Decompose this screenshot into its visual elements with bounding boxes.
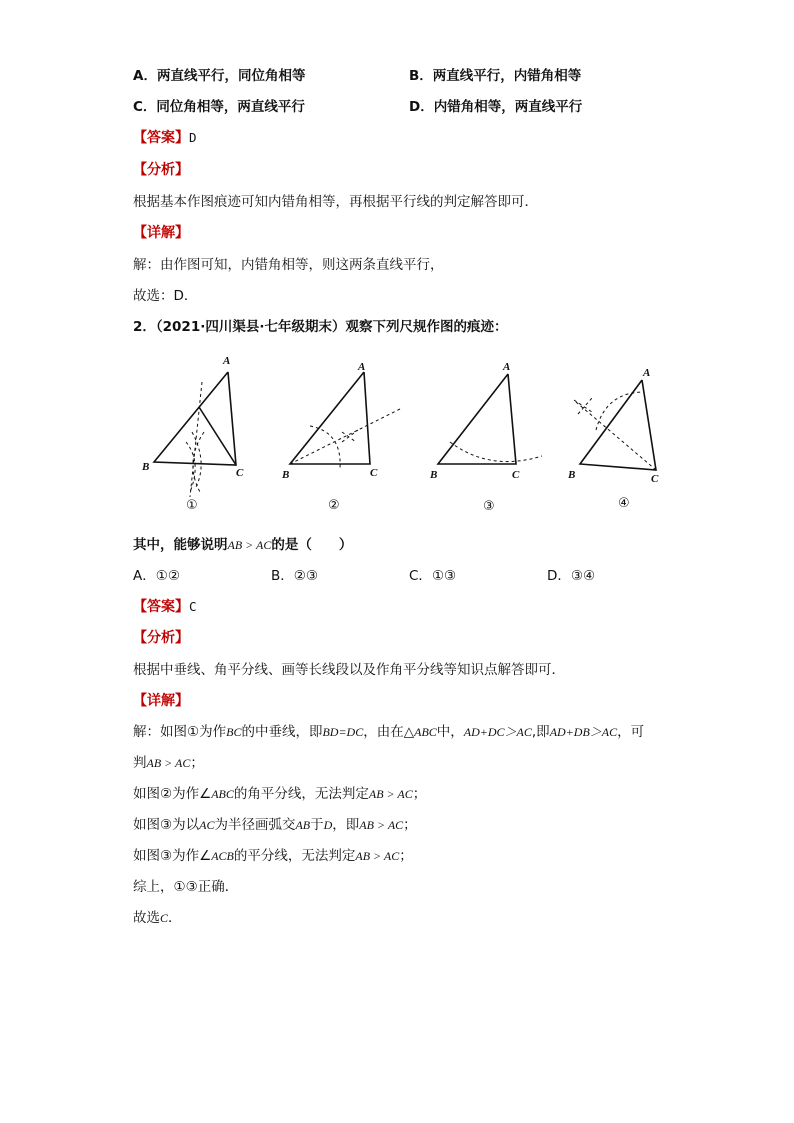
figure-2 bbox=[281, 361, 402, 513]
q1-answer: 【答案】D bbox=[133, 130, 197, 146]
figure-2-arc-cross bbox=[342, 430, 358, 442]
q1-detail-line-1: 解：由作图可知，内错角相等，则这两条直线平行， bbox=[133, 257, 444, 273]
figure-1-label-c: C bbox=[236, 467, 244, 479]
figure-1-label-a: A bbox=[223, 355, 231, 367]
figure-3-label-a: A bbox=[503, 361, 511, 373]
construction-figures bbox=[130, 352, 670, 522]
q2-detail-tag: 【详解】 bbox=[133, 693, 189, 709]
q1-option-d: D．内错角相等，两直线平行 bbox=[409, 99, 583, 115]
figure-4-label-a: A bbox=[643, 367, 651, 379]
q2-answer: 【答案】C bbox=[133, 599, 197, 615]
q2-analysis-tag: 【分析】 bbox=[133, 630, 189, 646]
q2-detail-line-6: 故选C． bbox=[133, 910, 182, 926]
figure-1-arc-3 bbox=[186, 442, 195, 492]
figure-4-number: ④ bbox=[618, 496, 630, 511]
figure-3-label-b: B bbox=[430, 469, 438, 481]
q1-option-b: B．两直线平行，内错角相等 bbox=[409, 68, 582, 84]
figure-1-arc-1 bbox=[192, 432, 201, 487]
q2-question: 其中，能够说明AB > AC的是（ ） bbox=[133, 537, 353, 553]
figure-2-label-c: C bbox=[370, 467, 378, 479]
q1-detail-line-2: 故选：D． bbox=[133, 288, 198, 304]
q2-detail-line-1: 解：如图①为作BC的中垂线，即BD=DC，由在△ABC中，AD+DC＞AC,即AD+DB＞AC，可 bbox=[133, 724, 645, 740]
q2-option-d: D．③④ bbox=[547, 568, 596, 584]
figure-4-label-b: B bbox=[568, 469, 576, 481]
q2-figures bbox=[130, 352, 670, 522]
figure-1-label-b: B bbox=[142, 461, 150, 473]
q2-option-b: B．②③ bbox=[271, 568, 318, 584]
figure-2-number: ② bbox=[328, 498, 340, 513]
q1-option-c: C．同位角相等，两直线平行 bbox=[133, 99, 305, 115]
figure-4-arc-cross bbox=[574, 398, 592, 414]
figure-2-triangle bbox=[290, 372, 370, 464]
figure-3-triangle bbox=[438, 374, 516, 464]
figure-1-triangle bbox=[154, 372, 236, 465]
figure-1-arc-2 bbox=[193, 432, 204, 492]
q2-detail-line-3: 如图③为以AC为半径画弧交AB于D，即AB > AC； bbox=[133, 817, 417, 833]
q2-stem: 2．（2021·四川渠县·七年级期末）观察下列尺规作图的痕迹： bbox=[133, 319, 508, 335]
figure-1-number: ① bbox=[186, 498, 198, 513]
figure-4-angle-bisector bbox=[576, 402, 656, 470]
q2-detail-line-4: 如图③为作∠ACB的平分线，无法判定AB > AC； bbox=[133, 848, 413, 864]
q1-analysis-text: 根据基本作图痕迹可知内错角相等，再根据平行线的判定解答即可． bbox=[133, 194, 538, 210]
q2-analysis-text: 根据中垂线、角平分线、画等长线段以及作角平分线等知识点解答即可． bbox=[133, 662, 565, 678]
figure-4-label-c: C bbox=[651, 473, 659, 485]
figure-2-angle-bisector bbox=[290, 408, 402, 464]
figure-1 bbox=[141, 355, 244, 513]
figure-1-segment-ad bbox=[199, 407, 236, 465]
figure-4 bbox=[567, 367, 659, 511]
q2-detail-line-1b: 判AB > AC； bbox=[133, 755, 204, 771]
q1-analysis-tag: 【分析】 bbox=[133, 162, 189, 178]
figure-4-triangle bbox=[580, 380, 656, 470]
q2-detail-line-5: 综上，①③正确． bbox=[133, 879, 239, 895]
figure-3-arc bbox=[450, 442, 542, 462]
q2-option-a: A．①② bbox=[133, 568, 180, 584]
figure-3-number: ③ bbox=[483, 499, 495, 514]
figure-2-label-b: B bbox=[282, 469, 290, 481]
q2-option-c: C．①③ bbox=[409, 568, 457, 584]
q2-detail-line-2: 如图②为作∠ABC的角平分线，无法判定AB > AC； bbox=[133, 786, 427, 802]
figure-3-label-c: C bbox=[512, 469, 520, 481]
q1-option-a: A．两直线平行，同位角相等 bbox=[133, 68, 306, 84]
figure-3 bbox=[429, 361, 542, 514]
figure-2-label-a: A bbox=[358, 361, 366, 373]
q1-detail-tag: 【详解】 bbox=[133, 225, 189, 241]
